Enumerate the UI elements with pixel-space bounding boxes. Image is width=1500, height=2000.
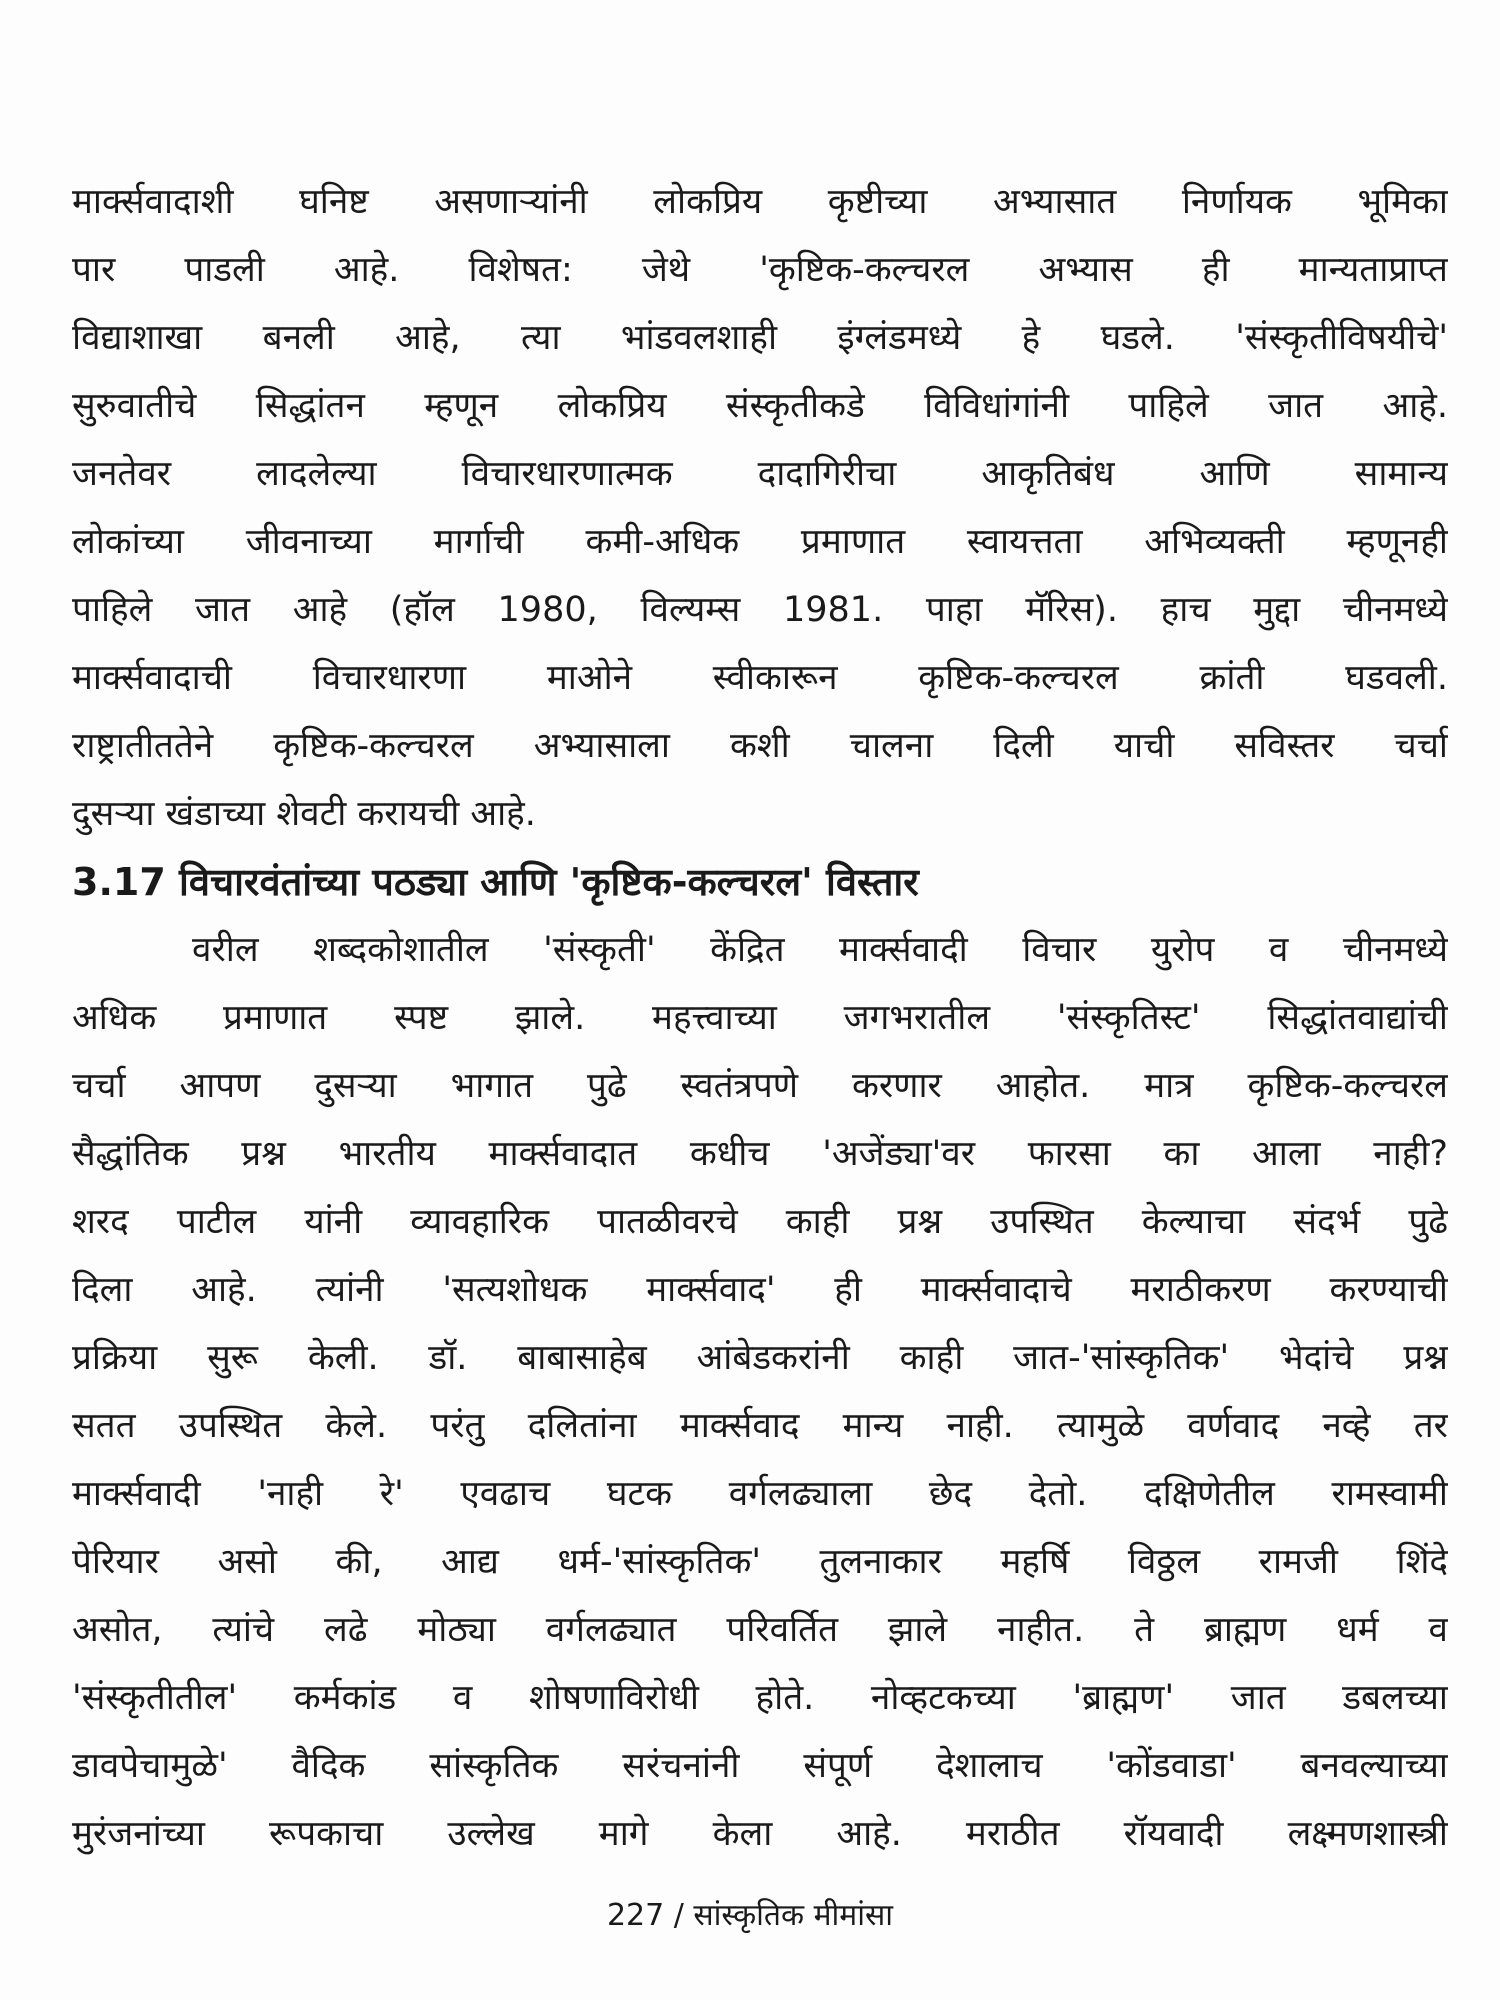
page-body bbox=[72, 168, 1448, 1868]
section-heading: 3.17 विचारवंतांच्या पठड्या आणि 'कृष्टिक-कल्चरल' विस्तार bbox=[72, 860, 919, 904]
text-line: 'संस्कृतीतील' कर्मकांड व शोषणाविरोधी होते. नोव्हटकच्या 'ब्राह्मण' जात डबलच्या bbox=[72, 1678, 1448, 1718]
paragraph-2 bbox=[72, 916, 1448, 1868]
text-line: वरील शब्दकोशातील 'संस्कृती' केंद्रित मार्क्सवादी विचार युरोप व चीनमध्ये bbox=[192, 930, 1448, 970]
text-line: असोत, त्यांचे लढे मोठ्या वर्गलढ्यात परिवर्तित झाले नाहीत. ते ब्राह्मण धर्म व bbox=[72, 1610, 1448, 1650]
text-line: दुसऱ्या खंडाच्या शेवटी करायची आहे. bbox=[72, 794, 536, 834]
text-line: शरद पाटील यांनी व्यावहारिक पातळीवरचे काही प्रश्न उपस्थित केल्याचा संदर्भ पुढे bbox=[72, 1202, 1448, 1242]
text-line: अधिक प्रमाणात स्पष्ट झाले. महत्त्वाच्या जगभरातील 'संस्कृतिस्ट' सिद्धांतवाद्यांची bbox=[72, 998, 1448, 1038]
text-line: सतत उपस्थित केले. परंतु दलितांना मार्क्सवाद मान्य नाही. त्यामुळे वर्णवाद नव्हे तर bbox=[72, 1406, 1448, 1446]
paragraph-1 bbox=[72, 168, 1448, 848]
text-line: प्रक्रिया सुरू केली. डॉ. बाबासाहेब आंबेडकरांनी काही जात-'सांस्कृतिक' भेदांचे प्रश्न bbox=[72, 1338, 1448, 1378]
text-line: लोकांच्या जीवनाच्या मार्गाची कमी-अधिक प्रमाणात स्वायत्तता अभिव्यक्ती म्हणूनही bbox=[72, 522, 1448, 562]
text-line: विद्याशाखा बनली आहे, त्या भांडवलशाही इंग्लंडमध्ये हे घडले. 'संस्कृतीविषयीचे' bbox=[72, 318, 1448, 358]
text-line: डावपेचामुळे' वैदिक सांस्कृतिक सरंचनांनी संपूर्ण देशालाच 'कोंडवाडा' बनवल्याच्या bbox=[72, 1746, 1448, 1786]
text-line: सैद्धांतिक प्रश्न भारतीय मार्क्सवादात कधीच 'अजेंड्या'वर फारसा का आला नाही? bbox=[72, 1134, 1448, 1174]
text-line: चर्चा आपण दुसऱ्या भागात पुढे स्वतंत्रपणे करणार आहोत. मात्र कृष्टिक-कल्चरल bbox=[72, 1066, 1448, 1106]
text-line: मार्क्सवादाशी घनिष्ट असणाऱ्यांनी लोकप्रिय कृष्टीच्या अभ्यासात निर्णायक भूमिका bbox=[72, 182, 1448, 222]
text-line: मार्क्सवादाची विचारधारणा माओने स्वीकारून कृष्टिक-कल्चरल क्रांती घडवली. bbox=[72, 658, 1448, 698]
text-line: जनतेवर लादलेल्या विचारधारणात्मक दादागिरीचा आकृतिबंध आणि सामान्य bbox=[72, 454, 1448, 494]
text-line: पेरियार असो की, आद्य धर्म-'सांस्कृतिक' तुलनाकार महर्षि विठ्ठल रामजी शिंदे bbox=[72, 1542, 1448, 1582]
text-line: राष्ट्रातीततेने कृष्टिक-कल्चरल अभ्यासाला कशी चालना दिली याची सविस्तर चर्चा bbox=[72, 726, 1448, 766]
text-line: पाहिले जात आहे (हॉल 1980, विल्यम्स 1981. पाहा मॅरिस). हाच मुद्दा चीनमध्ये bbox=[72, 590, 1448, 630]
text-line: दिला आहे. त्यांनी 'सत्यशोधक मार्क्सवाद' ही मार्क्सवादाचे मराठीकरण करण्याची bbox=[72, 1270, 1448, 1310]
text-line: मार्क्सवादी 'नाही रे' एवढाच घटक वर्गलढ्याला छेद देतो. दक्षिणेतील रामस्वामी bbox=[72, 1474, 1448, 1514]
text-line: सुरुवातीचे सिद्धांतन म्हणून लोकप्रिय संस्कृतीकडे विविधांगांनी पाहिले जात आहे. bbox=[72, 386, 1448, 426]
text-line: मुरंजनांच्या रूपकाचा उल्लेख मागे केला आहे. मराठीत रॉयवादी लक्ष्मणशास्त्री bbox=[72, 1814, 1448, 1854]
page-footer: 227 / सांस्कृतिक मीमांसा bbox=[606, 1898, 894, 1933]
text-line: पार पाडली आहे. विशेषत: जेथे 'कृष्टिक-कल्चरल अभ्यास ही मान्यताप्राप्त bbox=[72, 250, 1448, 290]
